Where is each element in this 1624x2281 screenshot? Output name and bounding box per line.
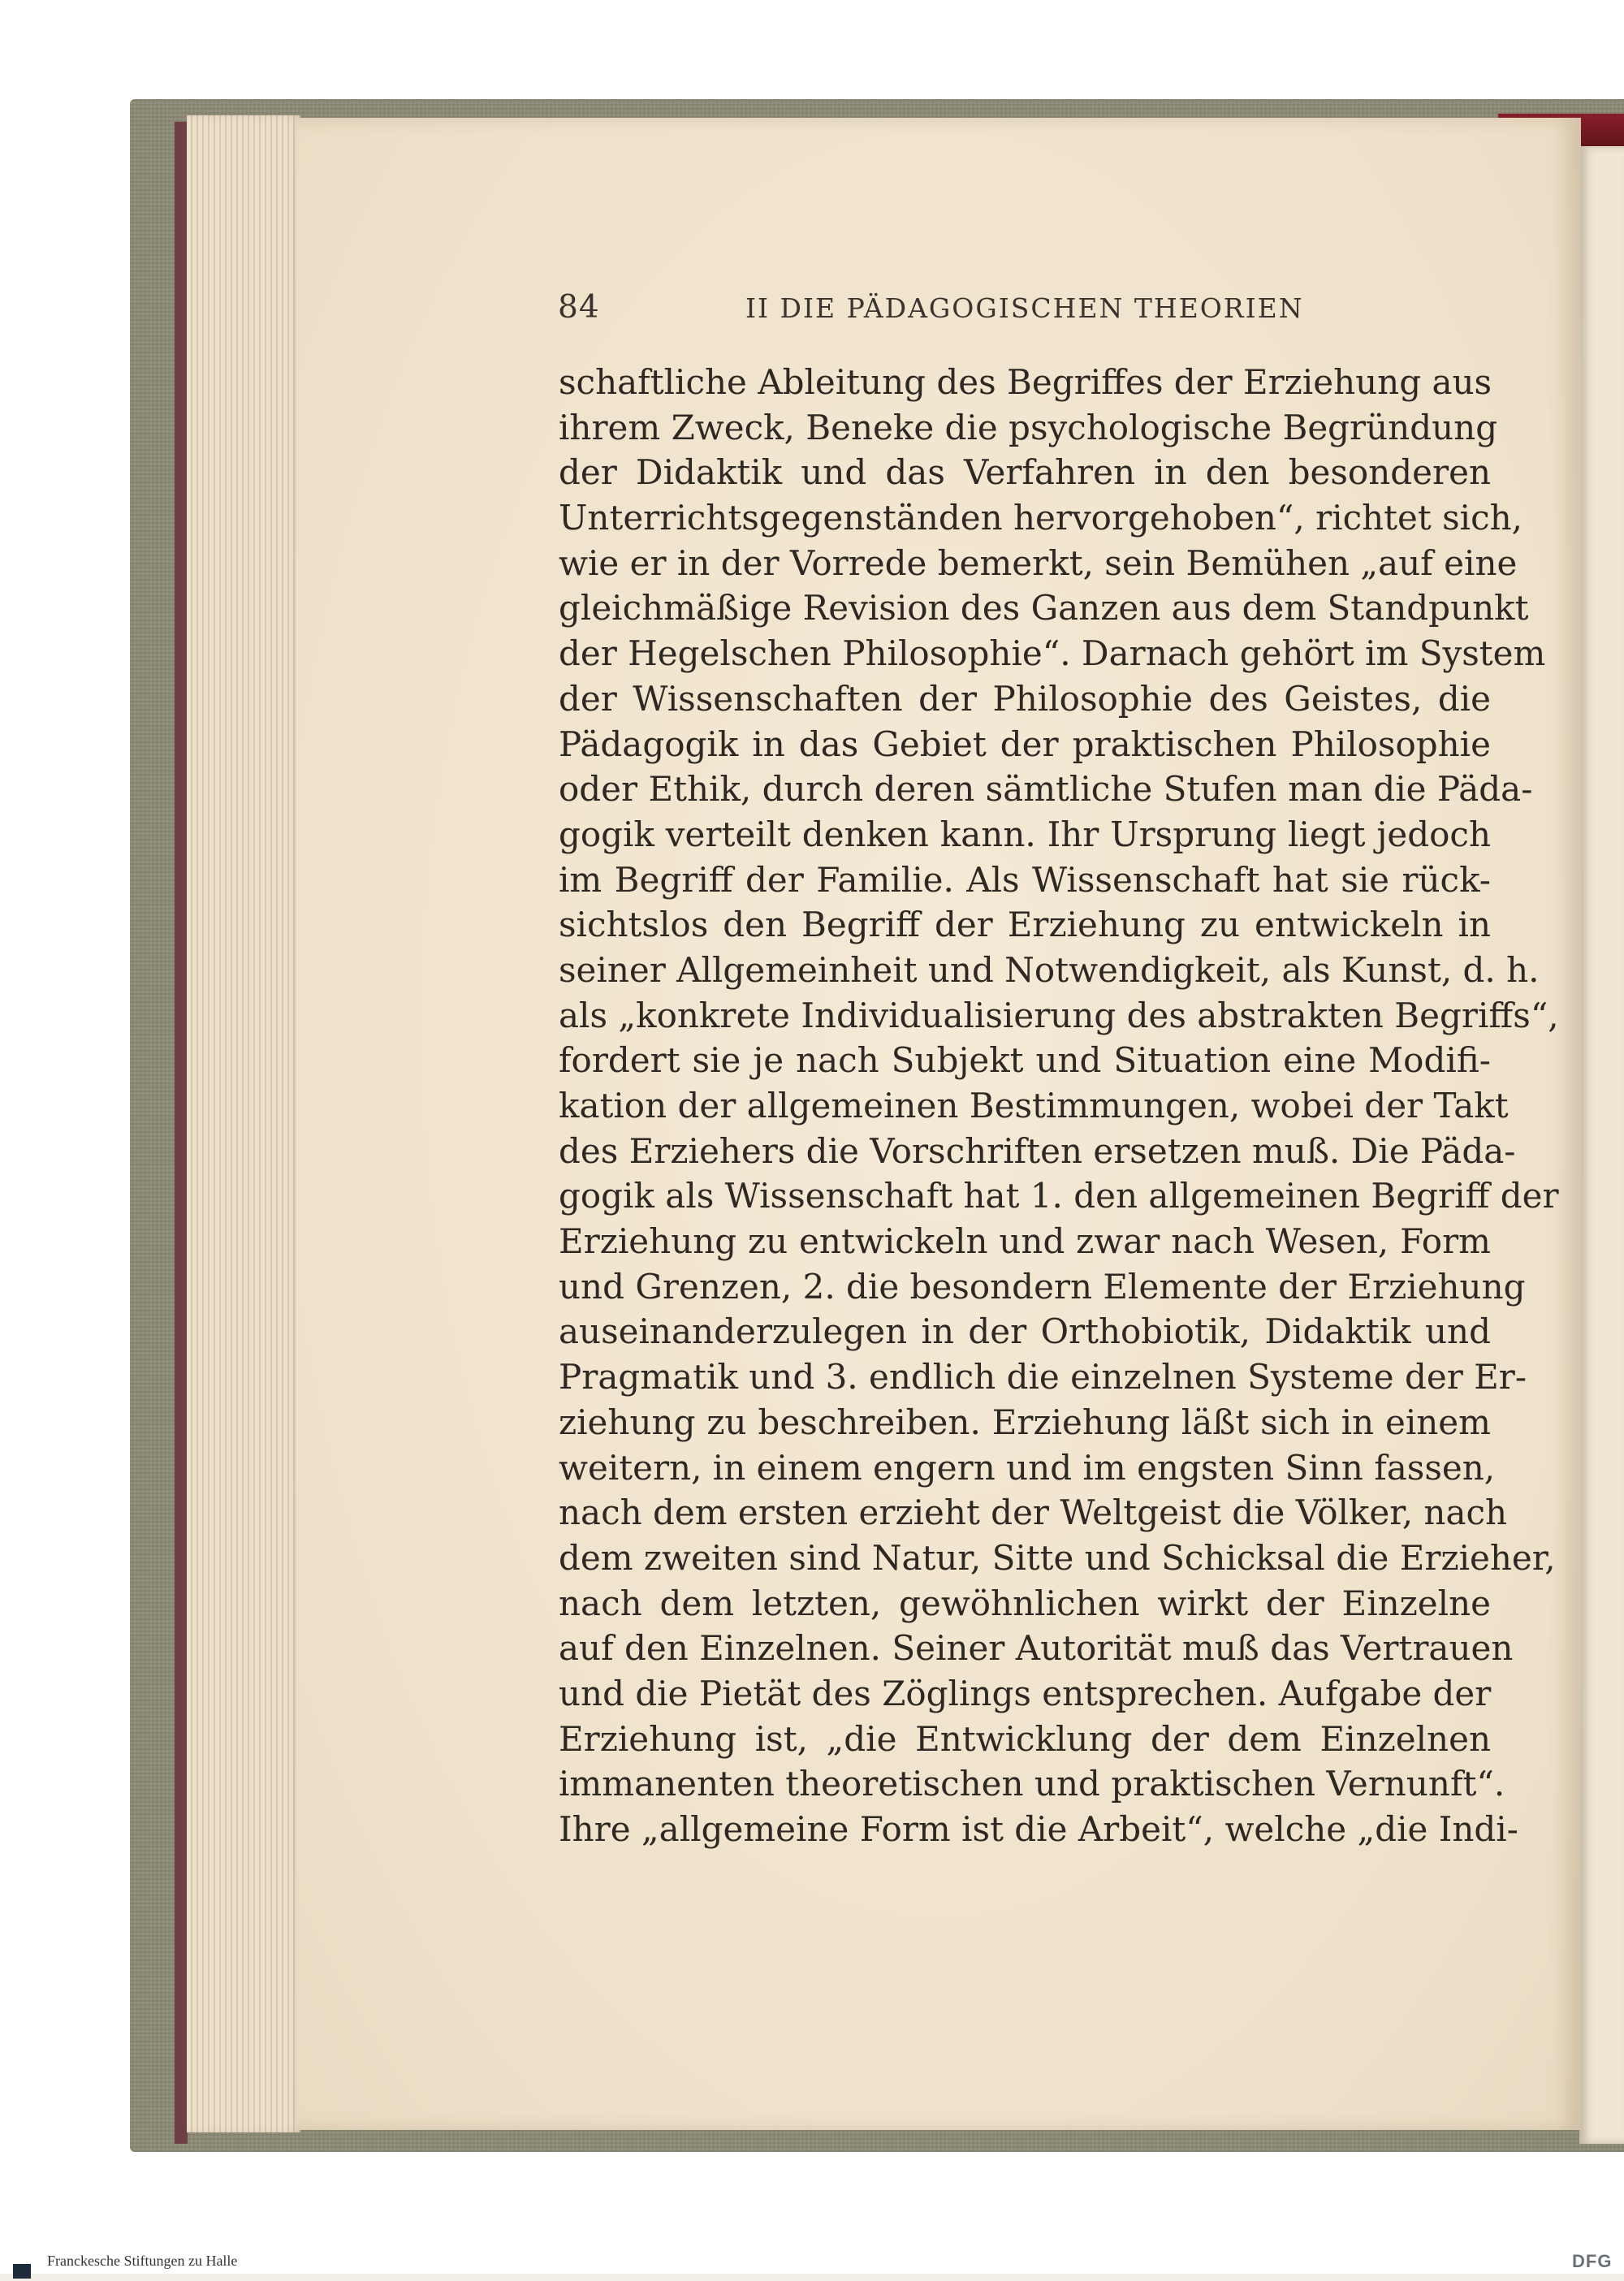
text-line: im Begriff der Familie. Als Wissenschaft hat sie rück- [559, 859, 1491, 900]
page-edges [187, 115, 300, 2132]
text-line: Pädagogik in das Gebiet der praktischen Philosophie [559, 724, 1491, 764]
text-line: gogik verteilt denken kann. Ihr Ursprung liegt jedoch [559, 814, 1491, 854]
institution-logo-icon [13, 2264, 31, 2279]
text-line: seiner Allgemeinheit und Notwendigkeit, als Kunst, d. h. [559, 949, 1540, 990]
text-line: Unterrichtsgegenständen hervorgehoben“, richtet sich, [559, 498, 1523, 538]
text-line: der Didaktik und das Verfahren in den besonderen [559, 452, 1491, 493]
dfg-badge: DFG [1572, 2251, 1613, 2271]
text-line: weitern, in einem engern und im engsten Sinn fassen, [559, 1447, 1496, 1488]
text-line: Erziehung ist, „die Entwicklung der dem Einzelnen [559, 1718, 1491, 1759]
text-line: der Hegelschen Philosophie“. Darnach gehört im System [559, 633, 1546, 674]
text-line: gogik als Wissenschaft hat 1. den allgemeinen Begriff der [559, 1176, 1559, 1216]
text-line: sichtslos den Begriff der Erziehung zu entwickeln in [559, 905, 1491, 945]
text-line: schaftliche Ableitung des Begriffes der Erziehung aus [559, 362, 1492, 402]
text-line: gleichmäßige Revision des Ganzen aus dem Standpunkt [559, 588, 1529, 629]
text-line: nach dem ersten erzieht der Weltgeist die Völker, nach [559, 1493, 1508, 1533]
cover-spine-edge [175, 122, 188, 2144]
institution-label: Franckesche Stiftungen zu Halle [47, 2253, 238, 2269]
text-line: Ihre „allgemeine Form ist die Arbeit“, welche „die Indi- [559, 1809, 1518, 1849]
text-line: ziehung zu beschreiben. Erziehung läßt sich in einem [559, 1402, 1491, 1442]
text-line: und Grenzen, 2. die besondern Elemente der Erziehung [559, 1266, 1526, 1307]
text-line: fordert sie je nach Subjekt und Situation eine Modifi- [559, 1040, 1491, 1081]
text-line: der Wissenschaften der Philosophie des Geistes, die [559, 678, 1491, 719]
text-line: Erziehung zu entwickeln und zwar nach Wesen, Form [559, 1221, 1491, 1262]
text-line: ihrem Zweck, Beneke die psychologische Begründung [559, 407, 1498, 447]
text-line: des Erziehers die Vorschriften ersetzen muß. Die Päda- [559, 1130, 1516, 1171]
text-line: kation der allgemeinen Bestimmungen, wobei der Takt [559, 1086, 1509, 1125]
text-line: und die Pietät des Zöglings entsprechen. Aufgabe der [559, 1673, 1492, 1713]
text-line: Pragmatik und 3. endlich die einzelnen Systeme der Er- [559, 1357, 1527, 1398]
text-line: wie er in der Vorrede bemerkt, sein Bemühen „auf eine [559, 542, 1518, 583]
text-line: auf den Einzelnen. Seiner Autorität muß das Vertrauen [559, 1628, 1514, 1669]
body-text [559, 360, 1559, 1852]
text-line: als „konkrete Individualisierung des abstrakten Begriffs“, [559, 995, 1559, 1035]
facing-page-edge [1579, 146, 1624, 2144]
text-line: oder Ethik, durch deren sämtliche Stufen man die Päda- [559, 769, 1533, 810]
text-line: immanenten theoretischen und praktischen Vernunft“. [559, 1764, 1505, 1804]
page-number: 84 [558, 289, 600, 326]
text-line: auseinanderzulegen in der Orthobiotik, Didaktik und [559, 1311, 1491, 1352]
text-line: nach dem letzten, gewöhnlichen wirkt der Einzelne [559, 1583, 1491, 1623]
running-head: II DIE PÄDAGOGISCHEN THEORIEN [745, 292, 1304, 324]
text-line: dem zweiten sind Natur, Sitte und Schicksal die Erzieher, [559, 1537, 1556, 1578]
